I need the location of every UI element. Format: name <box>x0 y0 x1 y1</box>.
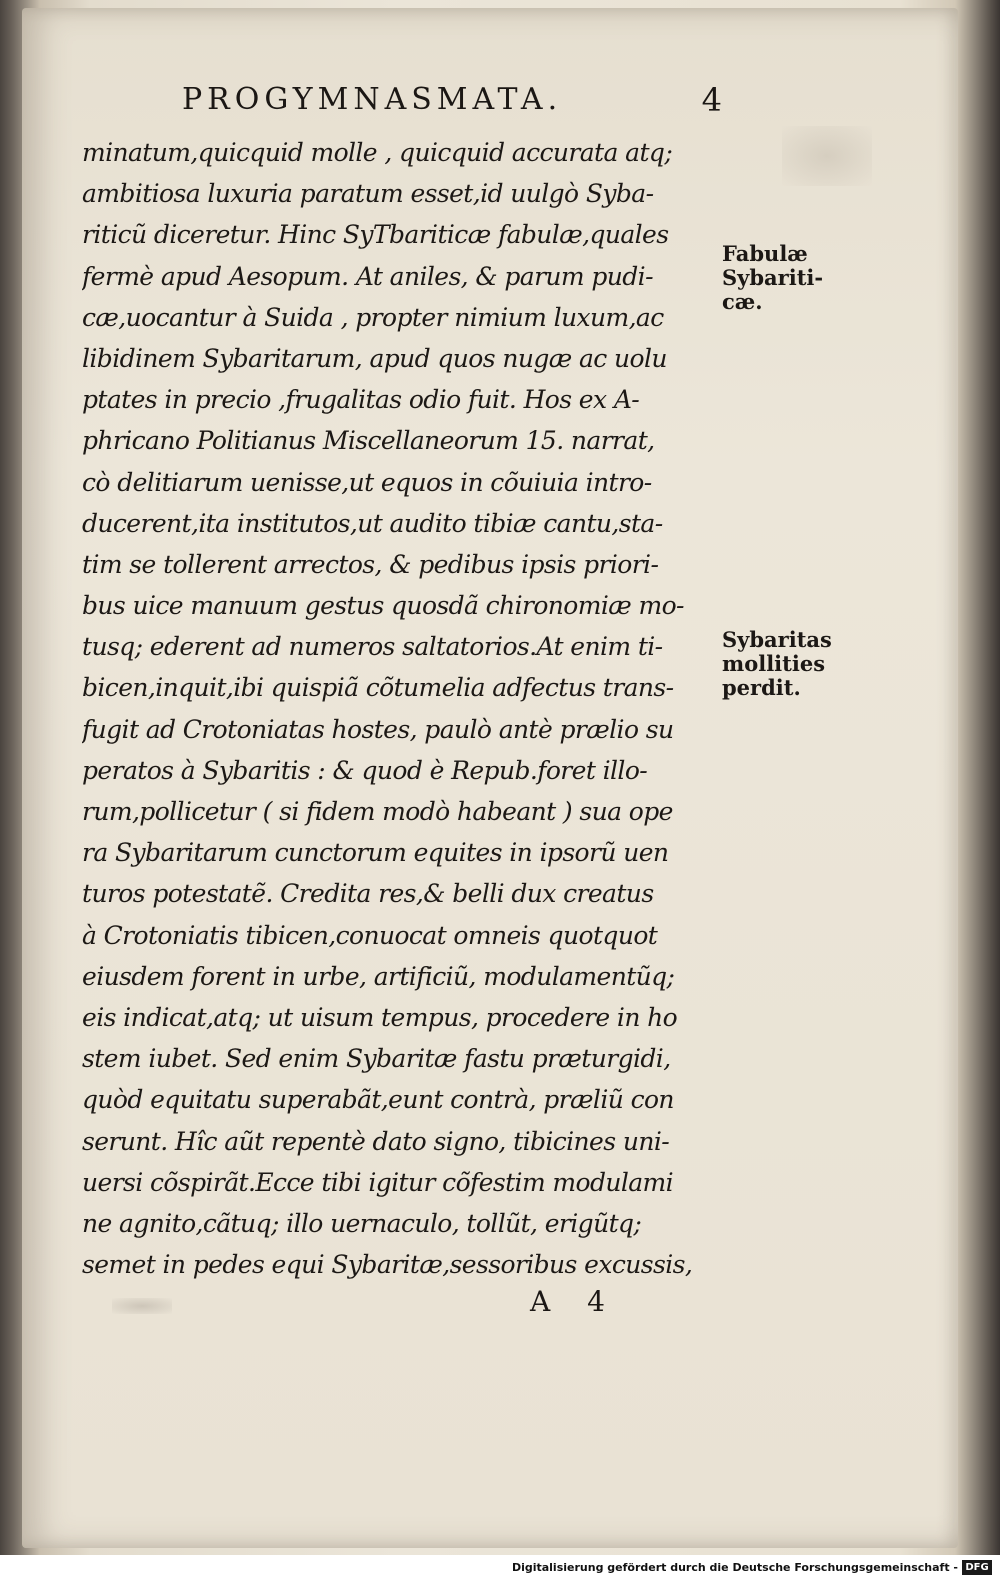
margin-note-line: Sybariti- <box>722 265 824 290</box>
text-line: tusq; ederent ad numeros saltatorios.At enim ti- <box>82 632 663 662</box>
body-text <box>82 132 722 1285</box>
text-line: quòd equitatu superabãt,eunt contrà, præliũ con <box>82 1085 674 1115</box>
ink-smudge <box>112 1298 172 1314</box>
margin-note-line: cæ. <box>722 289 763 314</box>
page-number: 4 <box>701 81 722 119</box>
text-line: cò delitiarum uenisse,ut equos in cõuiuia intro- <box>82 467 652 497</box>
dfg-logo-icon: DFG <box>962 1560 992 1575</box>
text-line: cæ,uocantur à Suida , propter nimium luxum,ac <box>82 302 664 332</box>
text-line: uersi cõspirãt.Ecce tibi igitur cõfestim modulami <box>82 1167 674 1197</box>
text-line: semet in pedes equi Sybaritæ,sessoribus excussis, <box>82 1250 693 1280</box>
text-line: minatum,quicquid molle , quicquid accurata atq; <box>82 138 673 167</box>
ink-bleed <box>782 126 872 186</box>
margin-note-line: mollities <box>722 651 826 676</box>
text-line: ptates in precio ,frugalitas odio fuit. Hos ex A- <box>82 385 640 415</box>
text-line: ra Sybaritarum cunctorum equites in ipsorũ uen <box>82 838 669 868</box>
footer-bar <box>0 1555 1000 1583</box>
text-line: rum,pollicetur ( si fidem modò habeant ) sua ope <box>82 797 673 826</box>
margin-note-sybaritas <box>722 628 852 700</box>
margin-note-line: perdit. <box>722 675 801 700</box>
text-line: serunt. Hîc aũt repentè dato signo, tibicines uni- <box>82 1126 670 1156</box>
text-line: à Crotoniatis tibicen,conuocat omneis quotquot <box>82 920 658 950</box>
margin-note-line: Sybaritas <box>722 627 832 652</box>
text-line: stem iubet. Sed enim Sybaritæ fastu præturgidi, <box>82 1044 671 1074</box>
text-line: phricano Politianus Miscellaneorum 15. narrat, <box>82 426 655 456</box>
text-line: libidinem Sybaritarum, apud quos nugæ ac uolu <box>82 343 667 373</box>
text-line: fermè apud Aesopum. At aniles, & parum pudi- <box>82 261 653 291</box>
text-line: ne agnito,cãtuq; illo uernaculo, tollũt, erigũtq; <box>82 1208 642 1238</box>
text-line: peratos à Sybaritis : & quod è Repub.foret illo- <box>82 755 648 785</box>
text-line: eiusdem forent in urbe, artificiũ, modulamentũq; <box>82 961 675 991</box>
margin-note-fabulae <box>722 242 852 314</box>
signature-mark: A 4 <box>530 1285 619 1318</box>
funding-credit: Digitalisierung gefördert durch die Deutsche Forschungsgemeinschaft - <box>511 1561 958 1574</box>
text-line: ambitiosa luxuria paratum esset,id uulgò Syba- <box>82 179 654 209</box>
running-header <box>182 78 722 126</box>
text-line: bus uice manuum gestus quosdã chironomiæ mo- <box>82 591 684 621</box>
text-line: riticũ diceretur. Hinc SyTbariticæ fabulæ,quales <box>82 220 669 250</box>
text-line: eis indicat,atq; ut uisum tempus, procedere in ho <box>82 1002 678 1032</box>
margin-note-line: Fabulæ <box>722 241 808 266</box>
text-line: bicen,inquit,ibi quispiã cõtumelia adfectus trans- <box>82 673 674 703</box>
text-line: turos potestatẽ. Credita res,& belli dux creatus <box>82 879 654 909</box>
text-line: ducerent,ita institutos,ut audito tibiæ cantu,sta- <box>82 508 663 538</box>
text-line: fugit ad Crotoniatas hostes, paulò antè prælio su <box>82 714 674 744</box>
text-line: tim se tollerent arrectos, & pedibus ipsis priori- <box>82 549 659 579</box>
header-title: PROGYMNASMATA. <box>182 82 563 117</box>
